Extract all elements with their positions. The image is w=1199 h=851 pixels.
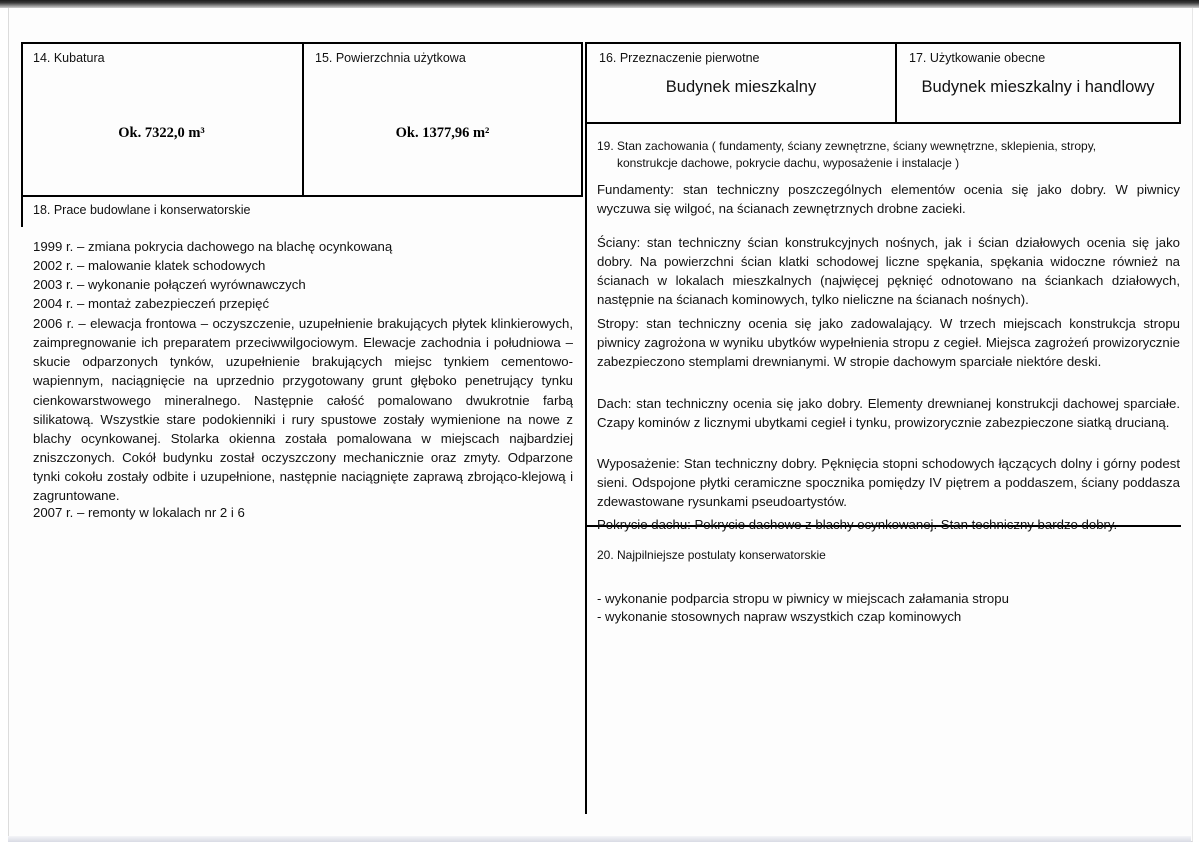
field-16-value: Budynek mieszkalny: [665, 78, 817, 96]
rule-top-right: [587, 42, 1181, 44]
field-19-paragraph-stropy: Stropy: stan techniczny ocenia się jako zadowalający. W trzech miejscach konstrukcja stropu piwnicy zagrożona w wyniku ubytków wypełnienia stropu z cegieł. Miejsca zagrożeń prowizorycznie zabezpieczono stemplami drewnianymi. W stropie dachowym sparciałe niektóre deski.: [597, 316, 1180, 370]
field-19-label-line2: konstrukcje dachowe, pokrycie dachu, wyposażenie i instalacje ): [617, 156, 960, 170]
field-18-entry-3: 2004 r. – montaż zabezpieczeń przepięć: [33, 296, 270, 311]
field-18-label: 18. Prace budowlane i konserwatorskie: [33, 203, 251, 217]
rule-under-16-17: [587, 122, 1181, 124]
field-18-entry-2007: 2007 r. – remonty w lokalach nr 2 i 6: [33, 505, 245, 520]
field-19-paragraph-dach: Dach: stan techniczny ocenia się jako dobry. Elementy drewnianej konstrukcji dachowej sparciałe. Czapy kominów z licznymi ubytkami cegieł i tynku, prowizorycznie zabezpieczone siatką drucianą.: [597, 396, 1180, 431]
field-18-entry-2: 2003 r. – wykonanie połączeń wyrównawczych: [33, 277, 306, 292]
field-18-entry-0: 1999 r. – zmiana pokrycia dachowego na blachę ocynkowaną: [33, 239, 393, 254]
rule-center-divider: [585, 42, 587, 814]
field-14-label: 14. Kubatura: [33, 51, 105, 65]
rule-18-left-edge: [21, 195, 23, 227]
field-19-paragraph-pokrycie-dachu: Pokrycie dachu: Pokrycie dachowe z blachy ocynkowanej. Stan techniczny bardzo dobry.: [597, 517, 1118, 532]
record-card-form: [21, 42, 1181, 814]
rule-between-14-15: [302, 42, 304, 195]
field-19-paragraph-wyposazenie: Wyposażenie: Stan techniczny dobry. Pęknięcia stopni schodowych łączących dolny i górny podest sieni. Odspojone płytki ceramiczne spocznika pomiędzy IV piętrem a poddaszem, ściany poddasza zdewastowane rysunkami pseudoartystów.: [597, 456, 1180, 510]
field-20-item-0: - wykonanie podparcia stropu w piwnicy w miejscach załamania stropu: [597, 591, 1009, 606]
field-15-value: Ok. 1377,96 m²: [395, 125, 490, 141]
rule-left-table-right: [581, 42, 583, 195]
field-15-label: 15. Powierzchnia użytkowa: [315, 51, 466, 65]
field-19-paragraph-fundamenty: Fundamenty: stan techniczny poszczególnych elementów ocenia się jako dobry. W piwnicy wyczuwa się wilgoć, na ścianach zewnętrznych drobne zacieki.: [597, 182, 1180, 217]
field-18-entry-1: 2002 r. – malowanie klatek schodowych: [33, 258, 266, 273]
rule-right-edge: [1179, 42, 1181, 122]
scan-top-edge: [0, 0, 1199, 8]
field-20-item-1: - wykonanie stosownych napraw wszystkich czap kominowych: [597, 609, 962, 624]
rule-left-edge: [21, 42, 23, 195]
scan-bottom-edge: [8, 836, 1191, 842]
field-16-label: 16. Przeznaczenie pierwotne: [599, 51, 760, 65]
field-19-label-line1: 19. Stan zachowania ( fundamenty, ściany zewnętrzne, ściany wewnętrzne, sklepienia, stropy,: [597, 139, 1097, 153]
field-18-paragraph-2006: 2006 r. – elewacja frontowa – oczyszczenie, uzupełnienie brakujących płytek klinkierowych, zaimpregnowanie ich preparatem przeciwwilgociowym. Elewacje zachodnia i południowa – skucie odparzonych tynków, uzupełnienie brakujących miejsc tynkiem cementowo-wapiennym, naciągnięcie na uprzednio przygotowany grunt głęboko penetrujący tynku cienkowarstwowego mineralnego. Następnie całość pomalowano dwukrotnie farbą silikatową. Wszystkie stare podokienniki i rury spustowe zostały wymienione na nowe z blachy ocynkowanej. Stolarka okienna została pomalowana w miejscach najbardziej zniszczonych. Cokół budynku został oczyszczony mechanicznie oraz zmyty. Odparzone tynki cokołu zostały odbite i uzupełnione, następnie naciągnięte zaprawą zbrojąco-klejową i zagruntowane.: [33, 316, 573, 504]
field-14-value: Ok. 7322,0 m³: [118, 125, 205, 141]
field-19-paragraph-sciany: Ściany: stan techniczny ścian konstrukcyjnych nośnych, jak i ścian działowych ocenia się jako dobry. Na powierzchni ścian klatki schodowej liczne spękania, spękania widoczne również na ścianach w lokalach mieszkalnych (najwięcej pęknięć odnotowano na ściankach działowych, następnie na ścianach kominowych, tylko nieliczne na ścianach nośnych).: [597, 235, 1180, 308]
field-17-value: Budynek mieszkalny i handlowy: [921, 78, 1155, 96]
field-17-label: 17. Użytkowanie obecne: [909, 51, 1046, 65]
field-20-label: 20. Najpilniejsze postulaty konserwatorskie: [597, 548, 826, 562]
rule-top-18: [21, 195, 583, 197]
